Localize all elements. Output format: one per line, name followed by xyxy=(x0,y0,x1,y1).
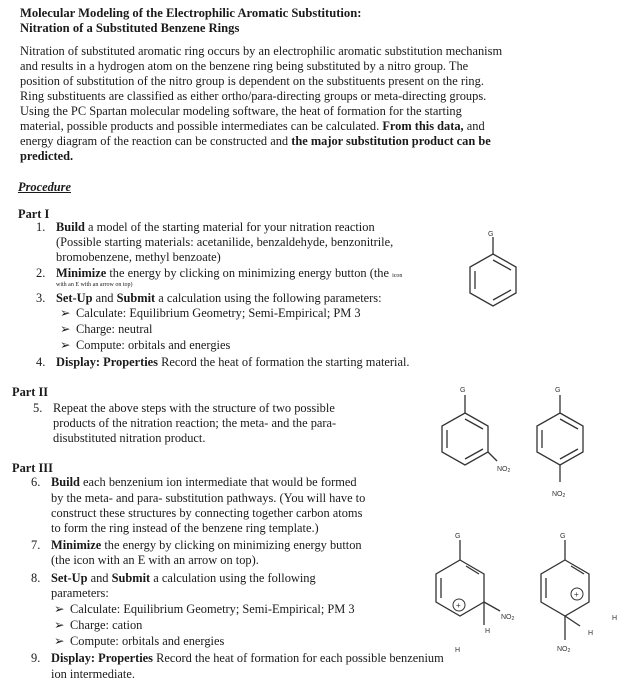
param-calculate: Calculate: Equilibrium Geometry; Semi-Empirical; PM 3 xyxy=(76,306,361,320)
step-number: 7. xyxy=(31,538,41,552)
step-keyword: Submit xyxy=(116,291,156,305)
step-6-line: by the meta- and para- substitution pathways. (You will have to xyxy=(51,491,366,505)
intro-line: position of substitution of the nitro group is dependent on the substituents present on the ring. xyxy=(20,74,484,88)
step-number: 8. xyxy=(31,571,41,585)
step-number: 1. xyxy=(36,220,46,234)
step-1-line: bromobenzene, methyl benzoate) xyxy=(56,250,221,264)
meta-product-structure xyxy=(442,387,511,474)
h-label: H xyxy=(485,628,491,635)
procedure-heading: Procedure xyxy=(18,180,71,194)
step-number: 2. xyxy=(36,266,46,280)
intro-text: energy diagram of the reaction can be constructed and xyxy=(20,134,292,148)
step-6-line: construct these structures by connecting together carbon atoms xyxy=(51,506,363,520)
g-label: G xyxy=(555,387,561,394)
step-9-line: ion intermediate. xyxy=(51,667,135,681)
step-text: Record the heat of formation for each possible benzenium xyxy=(152,651,444,665)
step-text: the energy by clicking on minimizing energy button xyxy=(101,538,362,552)
step-text: and xyxy=(87,571,112,585)
step-5-line: disubstituted nitration product. xyxy=(53,431,206,445)
intro-bold: From this data, xyxy=(382,119,464,133)
g-label: G xyxy=(460,387,466,394)
step-1-line: (Possible starting materials: acetanilide, benzaldehyde, benzonitrile, xyxy=(56,235,394,249)
step-keyword: Minimize xyxy=(56,266,107,280)
h-label: H xyxy=(455,647,461,654)
h-label: H xyxy=(588,630,594,637)
step-keyword: Display: Properties xyxy=(51,651,153,665)
step-5-line: products of the nitration reaction; the meta- and the para- xyxy=(53,416,337,430)
step-number: 4. xyxy=(36,355,46,369)
starting-material-structure xyxy=(470,231,516,306)
g-label: G xyxy=(488,231,494,238)
step-8-line: parameters: xyxy=(51,586,109,600)
step-text-small: icon xyxy=(392,273,403,279)
step-text: a calculation using the following xyxy=(150,571,316,585)
g-label: G xyxy=(560,533,566,540)
step-text: each benzenium ion intermediate that would be formed xyxy=(79,475,357,489)
bullet-arrow: ➢ xyxy=(60,322,71,336)
part3-label: Part III xyxy=(12,461,53,475)
step-7-line: (the icon with an E with an arrow on top). xyxy=(51,553,259,567)
para-benzenium-structure xyxy=(541,533,617,654)
step-keyword: Minimize xyxy=(51,538,102,552)
bullet-arrow: ➢ xyxy=(54,618,65,632)
intro-bold: the major substitution product can be xyxy=(291,134,491,148)
param-charge: Charge: cation xyxy=(70,618,143,632)
step-number: 9. xyxy=(31,651,41,665)
step-text: a calculation using the following parameters: xyxy=(155,291,382,305)
step-text: a model of the starting material for your nitration reaction xyxy=(84,220,375,234)
step-number: 3. xyxy=(36,291,46,305)
param-compute: Compute: orbitals and energies xyxy=(70,634,225,648)
para-product-structure xyxy=(537,387,583,499)
step-text: Record the heat of formation the starting material. xyxy=(157,355,410,369)
step-text: the energy by clicking on minimizing energy button (the xyxy=(106,266,393,280)
doc-title-line2: Nitration of a Substituted Benzene Rings xyxy=(20,21,240,35)
intro-line: and results in a hydrogen atom on the benzene ring being substituted by a nitro group. The xyxy=(20,59,469,73)
step-keyword: Set-Up xyxy=(51,571,88,585)
g-label: G xyxy=(455,533,461,540)
intro-line: Nitration of substituted aromatic ring occurs by an electrophilic aromatic substitution mechanism xyxy=(20,44,503,58)
bullet-arrow: ➢ xyxy=(60,338,71,352)
param-calculate: Calculate: Equilibrium Geometry; Semi-Empirical; PM 3 xyxy=(70,602,355,616)
step-2-small-line: with an E with an arrow on top) xyxy=(56,282,133,288)
positive-charge-label: + xyxy=(574,590,579,599)
step-5: Repeat the above steps with the structure of two possible xyxy=(53,401,335,415)
intro-line: Using the PC Spartan molecular modeling software, the heat of formation for the starting xyxy=(20,104,462,118)
step-keyword: Set-Up xyxy=(56,291,93,305)
bullet-arrow: ➢ xyxy=(60,306,71,320)
part2-label: Part II xyxy=(12,385,49,399)
doc-title-line1: Molecular Modeling of the Electrophilic Aromatic Substitution: xyxy=(20,6,362,20)
intro-line: Ring substituents are classified as either ortho/para-directing groups or meta-directing groups. xyxy=(20,89,487,103)
step-6-line: to form the ring instead of the benzene ring template.) xyxy=(51,521,319,535)
intro-line: predicted. xyxy=(20,149,74,163)
part1-label: Part I xyxy=(18,207,50,221)
step-number: 5. xyxy=(33,401,43,415)
positive-charge-label: + xyxy=(456,601,461,610)
no2-label: NO2 xyxy=(497,466,511,474)
step-number: 6. xyxy=(31,475,41,489)
no2-label: NO2 xyxy=(501,614,515,622)
step-keyword: Display: Properties xyxy=(56,355,158,369)
no2-label: NO2 xyxy=(552,491,566,499)
intro-text: material, possible products and possible intermediates can be calculated. xyxy=(20,119,383,133)
bullet-arrow: ➢ xyxy=(54,634,65,648)
intro-text: and xyxy=(463,119,485,133)
step-keyword: Submit xyxy=(111,571,151,585)
bullet-arrow: ➢ xyxy=(54,602,65,616)
param-compute: Compute: orbitals and energies xyxy=(76,338,231,352)
step-keyword: Build xyxy=(51,475,80,489)
step-keyword: Build xyxy=(56,220,85,234)
param-charge: Charge: neutral xyxy=(76,322,153,336)
h-label: H xyxy=(612,615,618,622)
meta-benzenium-structure xyxy=(436,533,515,654)
no2-label: NO2 xyxy=(557,646,571,654)
step-text: and xyxy=(92,291,117,305)
